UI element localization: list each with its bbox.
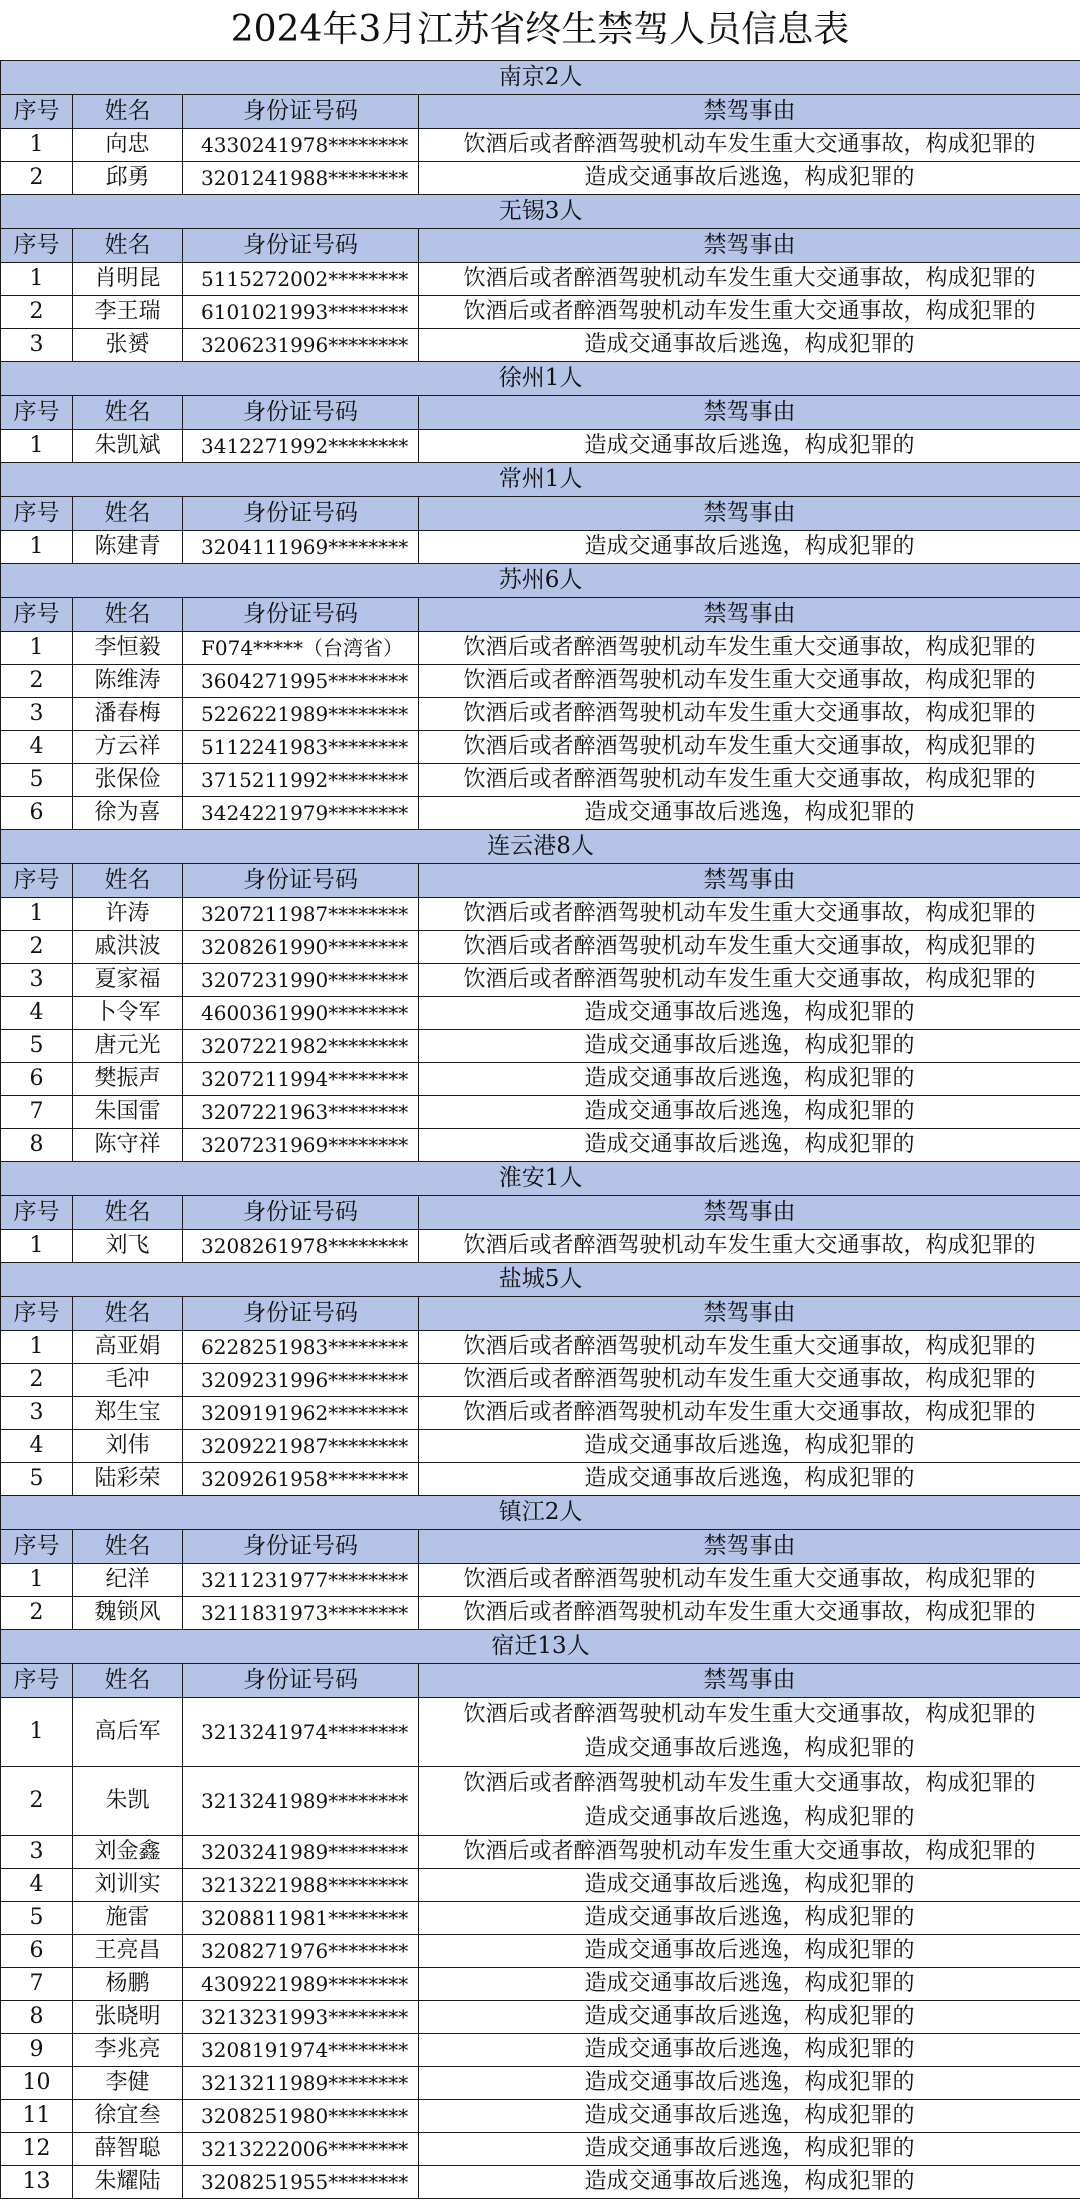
cell-name: 唐元光 — [73, 1030, 183, 1063]
header-no: 序号 — [1, 396, 73, 430]
cell-name: 向忠 — [73, 129, 183, 162]
cell-name: 毛冲 — [73, 1364, 183, 1397]
cell-name: 邱勇 — [73, 162, 183, 195]
table-row — [1, 665, 1080, 698]
cell-no: 12 — [1, 2133, 73, 2166]
table-row — [1, 1230, 1080, 1263]
table-body — [1, 61, 1080, 2199]
cell-id: 3208261978******** — [183, 1230, 419, 1263]
section-city-title: 徐州1人 — [1, 362, 1080, 396]
table-row — [1, 329, 1080, 362]
section-city-title: 宿迁13人 — [1, 1630, 1080, 1664]
cell-reason: 饮酒后或者醉酒驾驶机动车发生重大交通事故，构成犯罪的 — [419, 632, 1080, 665]
column-header-row — [1, 95, 1080, 129]
header-id: 身份证号码 — [183, 1196, 419, 1230]
table-row — [1, 129, 1080, 162]
cell-no: 1 — [1, 430, 73, 463]
cell-reason: 饮酒后或者醉酒驾驶机动车发生重大交通事故，构成犯罪的 — [419, 731, 1080, 764]
cell-no: 6 — [1, 1063, 73, 1096]
cell-id: 3412271992******** — [183, 430, 419, 463]
header-no: 序号 — [1, 1530, 73, 1564]
table-row — [1, 1096, 1080, 1129]
cell-no: 3 — [1, 1836, 73, 1869]
cell-id: 5226221989******** — [183, 698, 419, 731]
cell-reason: 造成交通事故后逃逸，构成犯罪的 — [419, 2166, 1080, 2199]
header-id: 身份证号码 — [183, 864, 419, 898]
column-header-row — [1, 864, 1080, 898]
cell-id: 3207221963******** — [183, 1096, 419, 1129]
table-row — [1, 1869, 1080, 1902]
header-reason: 禁驾事由 — [419, 1530, 1080, 1564]
column-header-row — [1, 1196, 1080, 1230]
header-id: 身份证号码 — [183, 396, 419, 430]
cell-id: 5115272002******** — [183, 263, 419, 296]
section-city-row — [1, 1263, 1080, 1297]
header-reason: 禁驾事由 — [419, 229, 1080, 263]
cell-no: 4 — [1, 1869, 73, 1902]
header-no: 序号 — [1, 95, 73, 129]
cell-no: 8 — [1, 2001, 73, 2034]
cell-reason: 造成交通事故后逃逸，构成犯罪的 — [419, 1968, 1080, 2001]
cell-reason: 造成交通事故后逃逸，构成犯罪的 — [419, 1129, 1080, 1162]
table-row — [1, 2100, 1080, 2133]
cell-reason: 造成交通事故后逃逸，构成犯罪的 — [419, 1063, 1080, 1096]
cell-reason: 饮酒后或者醉酒驾驶机动车发生重大交通事故，构成犯罪的 — [419, 129, 1080, 162]
cell-id: 3207211994******** — [183, 1063, 419, 1096]
section-city-row — [1, 830, 1080, 864]
table-row — [1, 1397, 1080, 1430]
header-no: 序号 — [1, 497, 73, 531]
cell-name: 陆彩荣 — [73, 1463, 183, 1496]
table-row — [1, 1129, 1080, 1162]
cell-reason: 造成交通事故后逃逸，构成犯罪的 — [419, 1096, 1080, 1129]
table-row — [1, 1364, 1080, 1397]
cell-reason-line1: 饮酒后或者醉酒驾驶机动车发生重大交通事故，构成犯罪的 — [463, 1771, 1036, 1796]
cell-reason: 造成交通事故后逃逸，构成犯罪的 — [419, 797, 1080, 830]
section-city-title: 南京2人 — [1, 61, 1080, 95]
cell-name: 樊振声 — [73, 1063, 183, 1096]
cell-id: 3204111969******** — [183, 531, 419, 564]
cell-name: 肖明昆 — [73, 263, 183, 296]
cell-no: 4 — [1, 1430, 73, 1463]
section-city-row — [1, 61, 1080, 95]
header-reason: 禁驾事由 — [419, 864, 1080, 898]
cell-reason-line2: 造成交通事故后逃逸，构成犯罪的 — [584, 1805, 915, 1830]
cell-reason: 饮酒后或者醉酒驾驶机动车发生重大交通事故，构成犯罪的 — [419, 698, 1080, 731]
table-row — [1, 2067, 1080, 2100]
cell-reason: 造成交通事故后逃逸，构成犯罪的 — [419, 162, 1080, 195]
cell-reason-line1: 饮酒后或者醉酒驾驶机动车发生重大交通事故，构成犯罪的 — [463, 1702, 1036, 1727]
cell-id: 3209231996******** — [183, 1364, 419, 1397]
cell-id: 3207211987******** — [183, 898, 419, 931]
cell-id: 3209191962******** — [183, 1397, 419, 1430]
cell-id: 3213211989******** — [183, 2067, 419, 2100]
cell-reason: 造成交通事故后逃逸，构成犯罪的 — [419, 1030, 1080, 1063]
cell-no: 2 — [1, 162, 73, 195]
cell-reason: 饮酒后或者醉酒驾驶机动车发生重大交通事故，构成犯罪的 — [419, 665, 1080, 698]
cell-name: 许涛 — [73, 898, 183, 931]
cell-id: 3211831973******** — [183, 1597, 419, 1630]
table-row — [1, 1767, 1080, 1836]
cell-reason: 造成交通事故后逃逸，构成犯罪的 — [419, 1935, 1080, 1968]
cell-name: 杨鹏 — [73, 1968, 183, 2001]
cell-no: 9 — [1, 2034, 73, 2067]
table-row — [1, 1463, 1080, 1496]
table-row — [1, 2001, 1080, 2034]
column-header-row — [1, 1297, 1080, 1331]
column-header-row — [1, 396, 1080, 430]
cell-reason: 造成交通事故后逃逸，构成犯罪的 — [419, 329, 1080, 362]
cell-name: 徐宜叁 — [73, 2100, 183, 2133]
cell-id: 3208251955******** — [183, 2166, 419, 2199]
cell-no: 7 — [1, 1096, 73, 1129]
table-row — [1, 296, 1080, 329]
cell-reason: 造成交通事故后逃逸，构成犯罪的 — [419, 2067, 1080, 2100]
table-row — [1, 162, 1080, 195]
section-city-title: 盐城5人 — [1, 1263, 1080, 1297]
cell-id: 3208191974******** — [183, 2034, 419, 2067]
cell-name: 张保俭 — [73, 764, 183, 797]
cell-name: 纪洋 — [73, 1564, 183, 1597]
cell-no: 2 — [1, 1767, 73, 1836]
cell-reason: 造成交通事故后逃逸，构成犯罪的 — [419, 2133, 1080, 2166]
header-id: 身份证号码 — [183, 598, 419, 632]
section-city-title: 淮安1人 — [1, 1162, 1080, 1196]
cell-no: 1 — [1, 898, 73, 931]
cell-id: 3604271995******** — [183, 665, 419, 698]
cell-reason: 饮酒后或者醉酒驾驶机动车发生重大交通事故，构成犯罪的 — [419, 1836, 1080, 1869]
table-row — [1, 1597, 1080, 1630]
cell-no: 11 — [1, 2100, 73, 2133]
cell-reason: 饮酒后或者醉酒驾驶机动车发生重大交通事故，构成犯罪的 — [419, 931, 1080, 964]
cell-no: 13 — [1, 2166, 73, 2199]
cell-no: 4 — [1, 997, 73, 1030]
cell-reason: 饮酒后或者醉酒驾驶机动车发生重大交通事故，构成犯罪的 — [419, 764, 1080, 797]
header-name: 姓名 — [73, 1664, 183, 1698]
cell-reason: 造成交通事故后逃逸，构成犯罪的 — [419, 2001, 1080, 2034]
header-name: 姓名 — [73, 95, 183, 129]
cell-reason: 饮酒后或者醉酒驾驶机动车发生重大交通事故，构成犯罪的 — [419, 1564, 1080, 1597]
section-city-title: 无锡3人 — [1, 195, 1080, 229]
cell-id: 6228251983******** — [183, 1331, 419, 1364]
cell-reason: 造成交通事故后逃逸，构成犯罪的 — [419, 2100, 1080, 2133]
header-reason: 禁驾事由 — [419, 1196, 1080, 1230]
cell-id: 3213222006******** — [183, 2133, 419, 2166]
cell-id: 3206231996******** — [183, 329, 419, 362]
table-row — [1, 1030, 1080, 1063]
cell-no: 1 — [1, 129, 73, 162]
cell-id: 3208251980******** — [183, 2100, 419, 2133]
section-city-title: 苏州6人 — [1, 564, 1080, 598]
cell-name: 王亮昌 — [73, 1935, 183, 1968]
header-no: 序号 — [1, 1297, 73, 1331]
column-header-row — [1, 1664, 1080, 1698]
cell-no: 5 — [1, 1463, 73, 1496]
cell-no: 10 — [1, 2067, 73, 2100]
cell-no: 3 — [1, 1397, 73, 1430]
table-row — [1, 964, 1080, 997]
section-city-title: 常州1人 — [1, 463, 1080, 497]
cell-no: 2 — [1, 1364, 73, 1397]
cell-id: 3209261958******** — [183, 1463, 419, 1496]
cell-id: 3207221982******** — [183, 1030, 419, 1063]
cell-name: 薛智聪 — [73, 2133, 183, 2166]
table-row — [1, 1063, 1080, 1096]
cell-no: 5 — [1, 1030, 73, 1063]
table-row — [1, 263, 1080, 296]
cell-name: 郑生宝 — [73, 1397, 183, 1430]
cell-no: 2 — [1, 931, 73, 964]
cell-name: 施雷 — [73, 1902, 183, 1935]
cell-no: 5 — [1, 764, 73, 797]
table-row — [1, 1836, 1080, 1869]
table-row — [1, 632, 1080, 665]
section-city-title: 连云港8人 — [1, 830, 1080, 864]
header-name: 姓名 — [73, 229, 183, 263]
cell-name: 刘伟 — [73, 1430, 183, 1463]
cell-name: 刘飞 — [73, 1230, 183, 1263]
cell-reason-line2: 造成交通事故后逃逸，构成犯罪的 — [584, 1736, 915, 1761]
cell-id: 6101021993******** — [183, 296, 419, 329]
cell-reason: 造成交通事故后逃逸，构成犯罪的 — [419, 2034, 1080, 2067]
section-city-row — [1, 564, 1080, 598]
header-reason: 禁驾事由 — [419, 1297, 1080, 1331]
cell-reason: 造成交通事故后逃逸，构成犯罪的 — [419, 531, 1080, 564]
header-name: 姓名 — [73, 1530, 183, 1564]
section-city-row — [1, 362, 1080, 396]
cell-id: 3207231990******** — [183, 964, 419, 997]
cell-no: 5 — [1, 1902, 73, 1935]
cell-reason: 饮酒后或者醉酒驾驶机动车发生重大交通事故，构成犯罪的 — [419, 296, 1080, 329]
cell-id: 3208261990******** — [183, 931, 419, 964]
cell-name: 朱凯斌 — [73, 430, 183, 463]
table-row — [1, 430, 1080, 463]
cell-no: 1 — [1, 531, 73, 564]
header-id: 身份证号码 — [183, 1297, 419, 1331]
cell-no: 6 — [1, 797, 73, 830]
table-row — [1, 997, 1080, 1030]
table-row — [1, 1902, 1080, 1935]
table-row — [1, 1698, 1080, 1767]
cell-name: 陈守祥 — [73, 1129, 183, 1162]
page-title: 2024年3月江苏省终生禁驾人员信息表 — [230, 9, 850, 50]
table-row — [1, 1564, 1080, 1597]
cell-reason: 造成交通事故后逃逸，构成犯罪的 — [419, 1463, 1080, 1496]
cell-name: 刘金鑫 — [73, 1836, 183, 1869]
column-header-row — [1, 598, 1080, 632]
cell-reason: 饮酒后或者醉酒驾驶机动车发生重大交通事故，构成犯罪的 — [419, 1331, 1080, 1364]
table-row — [1, 1968, 1080, 2001]
cell-id: 3715211992******** — [183, 764, 419, 797]
cell-name: 刘训实 — [73, 1869, 183, 1902]
cell-reason: 饮酒后或者醉酒驾驶机动车发生重大交通事故，构成犯罪的 — [419, 1230, 1080, 1263]
table-row — [1, 2166, 1080, 2199]
section-city-row — [1, 195, 1080, 229]
cell-no: 2 — [1, 296, 73, 329]
header-id: 身份证号码 — [183, 1530, 419, 1564]
header-no: 序号 — [1, 864, 73, 898]
cell-id: 3424221979******** — [183, 797, 419, 830]
cell-no: 8 — [1, 1129, 73, 1162]
cell-reason: 造成交通事故后逃逸，构成犯罪的 — [419, 1430, 1080, 1463]
cell-id: 3213241974******** — [183, 1698, 419, 1767]
cell-id: 3208271976******** — [183, 1935, 419, 1968]
cell-id: 4309221989******** — [183, 1968, 419, 2001]
cell-reason — [419, 1698, 1080, 1767]
cell-no: 1 — [1, 1331, 73, 1364]
cell-id: 3213241989******** — [183, 1767, 419, 1836]
header-name: 姓名 — [73, 497, 183, 531]
cell-reason: 造成交通事故后逃逸，构成犯罪的 — [419, 430, 1080, 463]
header-id: 身份证号码 — [183, 95, 419, 129]
cell-name: 朱国雷 — [73, 1096, 183, 1129]
table-row — [1, 2133, 1080, 2166]
cell-reason: 饮酒后或者醉酒驾驶机动车发生重大交通事故，构成犯罪的 — [419, 964, 1080, 997]
header-name: 姓名 — [73, 864, 183, 898]
header-name: 姓名 — [73, 396, 183, 430]
cell-name: 夏家福 — [73, 964, 183, 997]
cell-id: 3213231993******** — [183, 2001, 419, 2034]
cell-no: 3 — [1, 329, 73, 362]
header-name: 姓名 — [73, 1297, 183, 1331]
table-row — [1, 698, 1080, 731]
header-id: 身份证号码 — [183, 497, 419, 531]
cell-reason: 饮酒后或者醉酒驾驶机动车发生重大交通事故，构成犯罪的 — [419, 1364, 1080, 1397]
cell-name: 高后军 — [73, 1698, 183, 1767]
cell-id: 5112241983******** — [183, 731, 419, 764]
cell-reason: 造成交通事故后逃逸，构成犯罪的 — [419, 1869, 1080, 1902]
cell-name: 朱耀陆 — [73, 2166, 183, 2199]
cell-name: 李恒毅 — [73, 632, 183, 665]
section-city-row — [1, 1162, 1080, 1196]
cell-reason: 饮酒后或者醉酒驾驶机动车发生重大交通事故，构成犯罪的 — [419, 263, 1080, 296]
section-city-row — [1, 1496, 1080, 1530]
cell-name: 魏锁风 — [73, 1597, 183, 1630]
header-reason: 禁驾事由 — [419, 497, 1080, 531]
section-city-title: 镇江2人 — [1, 1496, 1080, 1530]
header-reason: 禁驾事由 — [419, 1664, 1080, 1698]
cell-id: 3203241989******** — [183, 1836, 419, 1869]
cell-name: 朱凯 — [73, 1767, 183, 1836]
column-header-row — [1, 229, 1080, 263]
cell-no: 1 — [1, 1230, 73, 1263]
cell-id: 3211231977******** — [183, 1564, 419, 1597]
header-no: 序号 — [1, 1664, 73, 1698]
table-row — [1, 898, 1080, 931]
cell-reason: 造成交通事故后逃逸，构成犯罪的 — [419, 997, 1080, 1030]
cell-name: 张晓明 — [73, 2001, 183, 2034]
column-header-row — [1, 497, 1080, 531]
cell-name: 卜令军 — [73, 997, 183, 1030]
header-no: 序号 — [1, 1196, 73, 1230]
cell-reason: 饮酒后或者醉酒驾驶机动车发生重大交通事故，构成犯罪的 — [419, 898, 1080, 931]
cell-name: 张赟 — [73, 329, 183, 362]
header-reason: 禁驾事由 — [419, 598, 1080, 632]
header-no: 序号 — [1, 598, 73, 632]
cell-name: 戚洪波 — [73, 931, 183, 964]
cell-no: 4 — [1, 731, 73, 764]
cell-no: 1 — [1, 1564, 73, 1597]
driving-ban-table — [0, 60, 1080, 2199]
cell-id: 3209221987******** — [183, 1430, 419, 1463]
table-row — [1, 2034, 1080, 2067]
section-city-row — [1, 1630, 1080, 1664]
cell-id: 3213221988******** — [183, 1869, 419, 1902]
cell-id: F074*****（台湾省） — [183, 632, 419, 665]
cell-reason: 造成交通事故后逃逸，构成犯罪的 — [419, 1902, 1080, 1935]
table-row — [1, 531, 1080, 564]
table-row — [1, 1430, 1080, 1463]
cell-no: 7 — [1, 1968, 73, 2001]
cell-id: 3201241988******** — [183, 162, 419, 195]
cell-name: 陈维涛 — [73, 665, 183, 698]
cell-name: 李兆亮 — [73, 2034, 183, 2067]
table-row — [1, 797, 1080, 830]
cell-reason: 饮酒后或者醉酒驾驶机动车发生重大交通事故，构成犯罪的 — [419, 1397, 1080, 1430]
cell-name: 李王瑞 — [73, 296, 183, 329]
column-header-row — [1, 1530, 1080, 1564]
cell-no: 2 — [1, 1597, 73, 1630]
header-no: 序号 — [1, 229, 73, 263]
cell-id: 4330241978******** — [183, 129, 419, 162]
cell-name: 徐为喜 — [73, 797, 183, 830]
header-id: 身份证号码 — [183, 1664, 419, 1698]
cell-reason: 饮酒后或者醉酒驾驶机动车发生重大交通事故，构成犯罪的 — [419, 1597, 1080, 1630]
cell-id: 4600361990******** — [183, 997, 419, 1030]
cell-id: 3208811981******** — [183, 1902, 419, 1935]
header-reason: 禁驾事由 — [419, 396, 1080, 430]
table-row — [1, 1331, 1080, 1364]
section-city-row — [1, 463, 1080, 497]
cell-name: 李健 — [73, 2067, 183, 2100]
cell-name: 潘春梅 — [73, 698, 183, 731]
header-reason: 禁驾事由 — [419, 95, 1080, 129]
table-row — [1, 764, 1080, 797]
cell-no: 3 — [1, 964, 73, 997]
header-id: 身份证号码 — [183, 229, 419, 263]
cell-no: 1 — [1, 632, 73, 665]
cell-id: 3207231969******** — [183, 1129, 419, 1162]
cell-no: 2 — [1, 665, 73, 698]
cell-no: 1 — [1, 263, 73, 296]
header-name: 姓名 — [73, 1196, 183, 1230]
cell-no: 1 — [1, 1698, 73, 1767]
cell-reason — [419, 1767, 1080, 1836]
cell-no: 6 — [1, 1935, 73, 1968]
table-row — [1, 1935, 1080, 1968]
header-name: 姓名 — [73, 598, 183, 632]
cell-name: 高亚娟 — [73, 1331, 183, 1364]
cell-name: 陈建青 — [73, 531, 183, 564]
table-row — [1, 731, 1080, 764]
cell-name: 方云祥 — [73, 731, 183, 764]
cell-no: 3 — [1, 698, 73, 731]
table-row — [1, 931, 1080, 964]
